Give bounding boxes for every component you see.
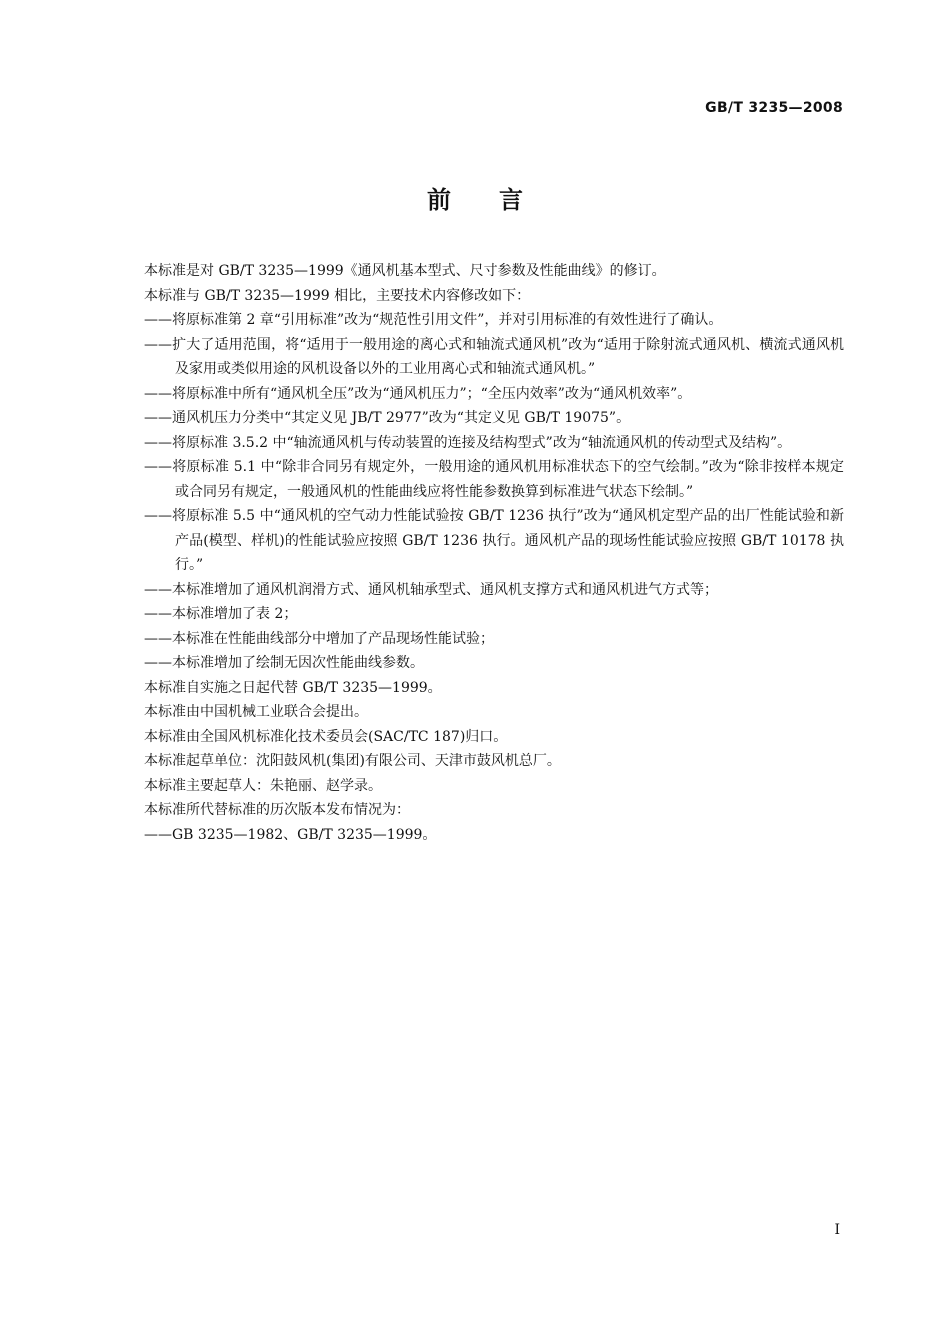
page-title-char-2: 言 bbox=[499, 186, 523, 214]
change-item-site-test: ——本标准在性能曲线部分中增加了产品现场性能试验； bbox=[144, 630, 494, 647]
change-item-drive-type: ——将原标准 3.5.2 中“轴流通风机与传动装置的连接及结构型式”改为“轴流通风机的传动型式及结构”。 bbox=[144, 434, 792, 451]
paragraph-drafting-organizations: 本标准起草单位：沈阳鼓风机(集团)有限公司、天津市鼓风机总厂。 bbox=[144, 753, 561, 769]
previous-editions-item: ——GB 3235—1982、GB/T 3235—1999。 bbox=[144, 826, 437, 843]
paragraph-proposed-by: 本标准由中国机械工业联合会提出。 bbox=[144, 704, 368, 720]
change-item-added-table: ——本标准增加了表 2； bbox=[144, 606, 298, 622]
paragraph-previous-editions-intro: 本标准所代替标准的历次版本发布情况为： bbox=[144, 802, 410, 818]
change-item-normative-references: ——将原标准第 2 章“引用标准”改为“规范性引用文件”，并对引用标准的有效性进行了确认。 bbox=[144, 312, 723, 328]
standard-number-header: GB/T 3235—2008 bbox=[705, 100, 843, 116]
page-title-char-1: 前 bbox=[427, 186, 451, 214]
paragraph-changes-intro: 本标准与 GB/T 3235—1999 相比，主要技术内容修改如下： bbox=[144, 287, 531, 304]
change-item-performance-curve-conditions: ——将原标准 5.1 中“除非合同另有规定外，一般用途的通风机用标准状态下的空气绘制。”改为“除非按样本规定或合同另有规定，一般通风机的性能曲线应将性能参数换算到标准进气状态下绘制。” bbox=[144, 459, 844, 500]
foreword-body bbox=[144, 259, 844, 847]
change-item-dimensionless-curves: ——本标准增加了绘制无因次性能曲线参数。 bbox=[144, 655, 424, 671]
paragraph-replaces: 本标准自实施之日起代替 GB/T 3235—1999。 bbox=[144, 679, 442, 696]
change-item-pressure-classification: ——通风机压力分类中“其定义见 JB/T 2977”改为“其定义见 GB/T 19075”。 bbox=[144, 410, 631, 426]
change-item-added-types: ——本标准增加了通风机润滑方式、通风机轴承型式、通风机支撑方式和通风机进气方式等； bbox=[144, 581, 718, 598]
change-item-performance-tests: ——将原标准 5.5 中“通风机的空气动力性能试验按 GB/T 1236 执行”改为“通风机定型产品的出厂性能试验和新产品(模型、样机)的性能试验应按照 GB/T 1236 执行。通风机产品的现场性能试验应按照 GB/T 10178 执行。” bbox=[144, 508, 844, 573]
paragraph-revision-of: 本标准是对 GB/T 3235—1999《通风机基本型式、尺寸参数及性能曲线》的修订。 bbox=[144, 263, 666, 279]
change-item-scope: ——扩大了适用范围，将“适用于一般用途的离心式和轴流式通风机”改为“适用于除射流式通风机、横流式通风机及家用或类似用途的风机设备以外的工业用离心式和轴流式通风机。” bbox=[144, 336, 844, 377]
change-item-fan-pressure: ——将原标准中所有“通风机全压”改为“通风机压力”；“全压内效率”改为“通风机效率”。 bbox=[144, 385, 692, 402]
paragraph-drafters: 本标准主要起草人：朱艳丽、赵学录。 bbox=[144, 777, 382, 794]
paragraph-technical-committee: 本标准由全国风机标准化技术委员会(SAC/TC 187)归口。 bbox=[144, 728, 508, 745]
page-title bbox=[0, 180, 950, 215]
page-number: I bbox=[834, 1222, 840, 1238]
